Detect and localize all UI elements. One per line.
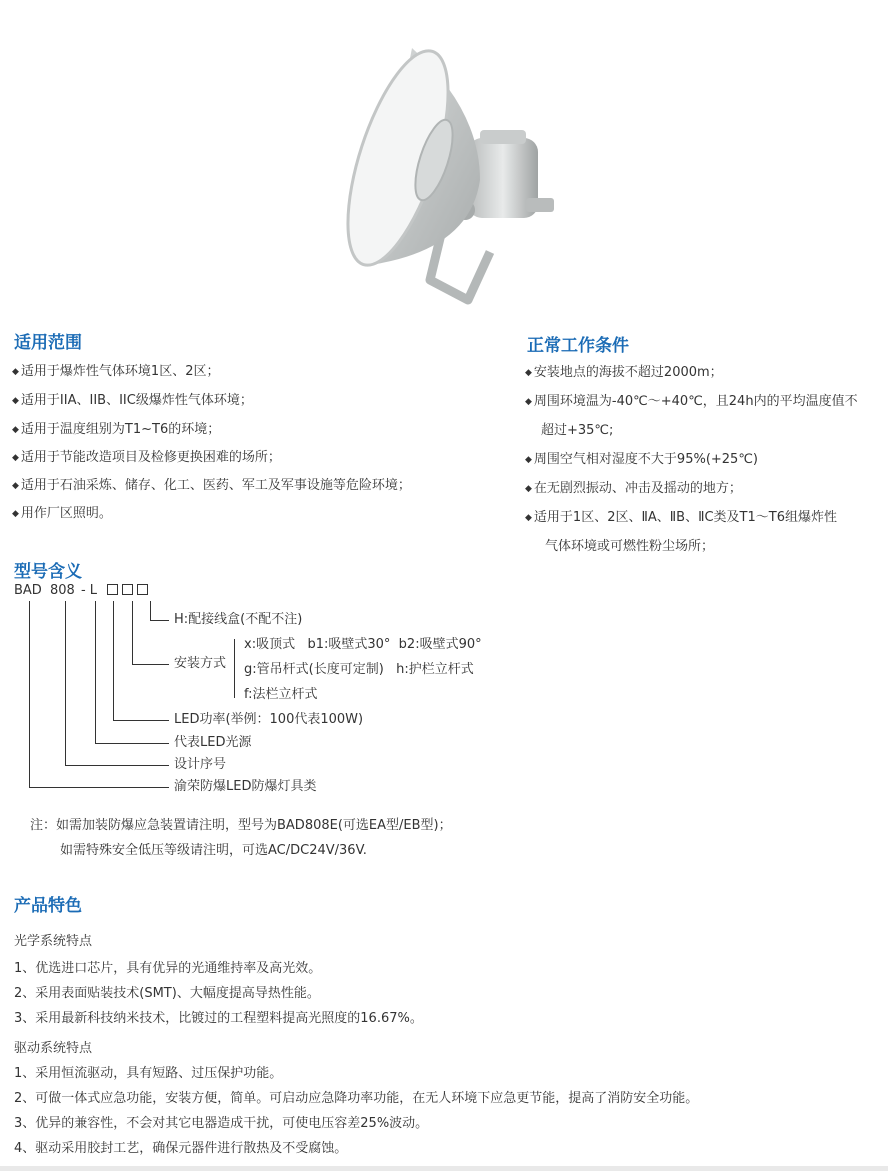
label-install-3: f:法栏立杆式 (244, 687, 318, 702)
model-heading: 型号含义 (14, 562, 82, 582)
optical-title: 光学系统特点 (14, 934, 93, 949)
list-item: 4、驱动采用胶封工艺，确保元器件进行散热及不受腐蚀。 (14, 1141, 348, 1156)
list-item: ◆ 适用于1区、2区、ⅡA、ⅡB、ⅡC类及T1～T6组爆炸性 (525, 510, 837, 525)
list-item: 3、采用最新科技纳米技术，比镀过的工程塑料提高光照度的16.67%。 (14, 1011, 423, 1026)
diamond-bullet-icon: ◆ (12, 425, 19, 435)
diamond-bullet-icon: ◆ (12, 396, 19, 406)
list-item: ◆ 周围环境温为-40℃～+40℃，且24h内的平均温度值不 (525, 394, 858, 409)
list-item: ◆ 安装地点的海拔不超过2000m； (525, 365, 723, 380)
label-design: 设计序号 (174, 757, 227, 772)
list-item: ◆ 在无剧烈振动、冲击及摇动的地方； (525, 481, 742, 496)
label-power: LED功率(举例：100代表100W) (174, 712, 364, 727)
label-category: 渝荣防爆LED防爆灯具类 (174, 779, 317, 794)
list-item: ◆ 周围空气相对湿度不大于95%(+25℃) (525, 452, 758, 467)
model-note-2: 如需特殊安全低压等级请注明，可选AC/DC24V/36V. (60, 843, 367, 858)
diamond-bullet-icon: ◆ (12, 481, 19, 491)
placeholder-box (107, 584, 118, 595)
list-item: ◆ 适用于节能改造项目及检修更换困难的场所； (12, 450, 281, 465)
diamond-bullet-icon: ◆ (12, 509, 19, 519)
list-item: ◆ 用作厂区照明。 (12, 506, 112, 521)
label-install-title: 安装方式 (174, 656, 227, 671)
diamond-bullet-icon: ◆ (525, 513, 532, 523)
list-item: ◆ 适用于IIA、IIB、IIC级爆炸性气体环境； (12, 393, 253, 408)
list-item: ◆ 适用于石油采炼、储存、化工、医药、军工及军事设施等危险环境； (12, 478, 411, 493)
list-item: 3、优异的兼容性，不会对其它电器造成干扰，可使电压容差25%波动。 (14, 1116, 429, 1131)
list-item-continuation: 超过+35℃; (541, 423, 614, 438)
diamond-bullet-icon: ◆ (12, 453, 19, 463)
diamond-bullet-icon: ◆ (525, 368, 532, 378)
list-item-continuation: 气体环境或可燃性粉尘场所； (545, 539, 715, 554)
list-item: 2、采用表面贴装技术(SMT)、大幅度提高导热性能。 (14, 986, 320, 1001)
list-item: ◆ 适用于爆炸性气体环境1区、2区； (12, 364, 220, 379)
list-item: 1、采用恒流驱动，具有短路、过压保护功能。 (14, 1066, 283, 1081)
diamond-bullet-icon: ◆ (525, 397, 532, 407)
scope-heading: 适用范围 (14, 333, 82, 353)
list-item: ◆ 适用于温度组别为T1~T6的环境； (12, 422, 221, 437)
conditions-list (525, 365, 858, 568)
label-junction: H:配接线盒(不配不注) (174, 612, 303, 627)
model-note-1: 注：如需加装防爆应急装置请注明，型号为BAD808E(可选EA型/EB型)； (30, 818, 452, 833)
list-item: 1、优选进口芯片，具有优异的光通维持率及高光效。 (14, 961, 322, 976)
label-install-2: g:管吊杆式(长度可定制) h:护栏立杆式 (244, 662, 474, 677)
placeholder-box (137, 584, 148, 595)
product-image (330, 30, 580, 310)
bottom-divider (0, 1166, 888, 1171)
diamond-bullet-icon: ◆ (525, 484, 532, 494)
scope-list (12, 364, 411, 534)
diamond-bullet-icon: ◆ (525, 455, 532, 465)
conditions-heading: 正常工作条件 (527, 336, 629, 356)
drive-title: 驱动系统特点 (14, 1041, 93, 1056)
label-install-1: x:吸顶式 b1:吸壁式30° b2:吸壁式90° (244, 637, 482, 652)
model-code: BAD 808 - L (14, 583, 152, 599)
features-heading: 产品特色 (14, 896, 82, 916)
placeholder-box (122, 584, 133, 595)
list-item: 2、可做一体式应急功能，安装方便，简单。可启动应急降功率功能，在无人环境下应急更节能，提高了消防安全功能。 (14, 1091, 699, 1106)
diamond-bullet-icon: ◆ (12, 367, 19, 377)
label-source: 代表LED光源 (174, 735, 252, 750)
